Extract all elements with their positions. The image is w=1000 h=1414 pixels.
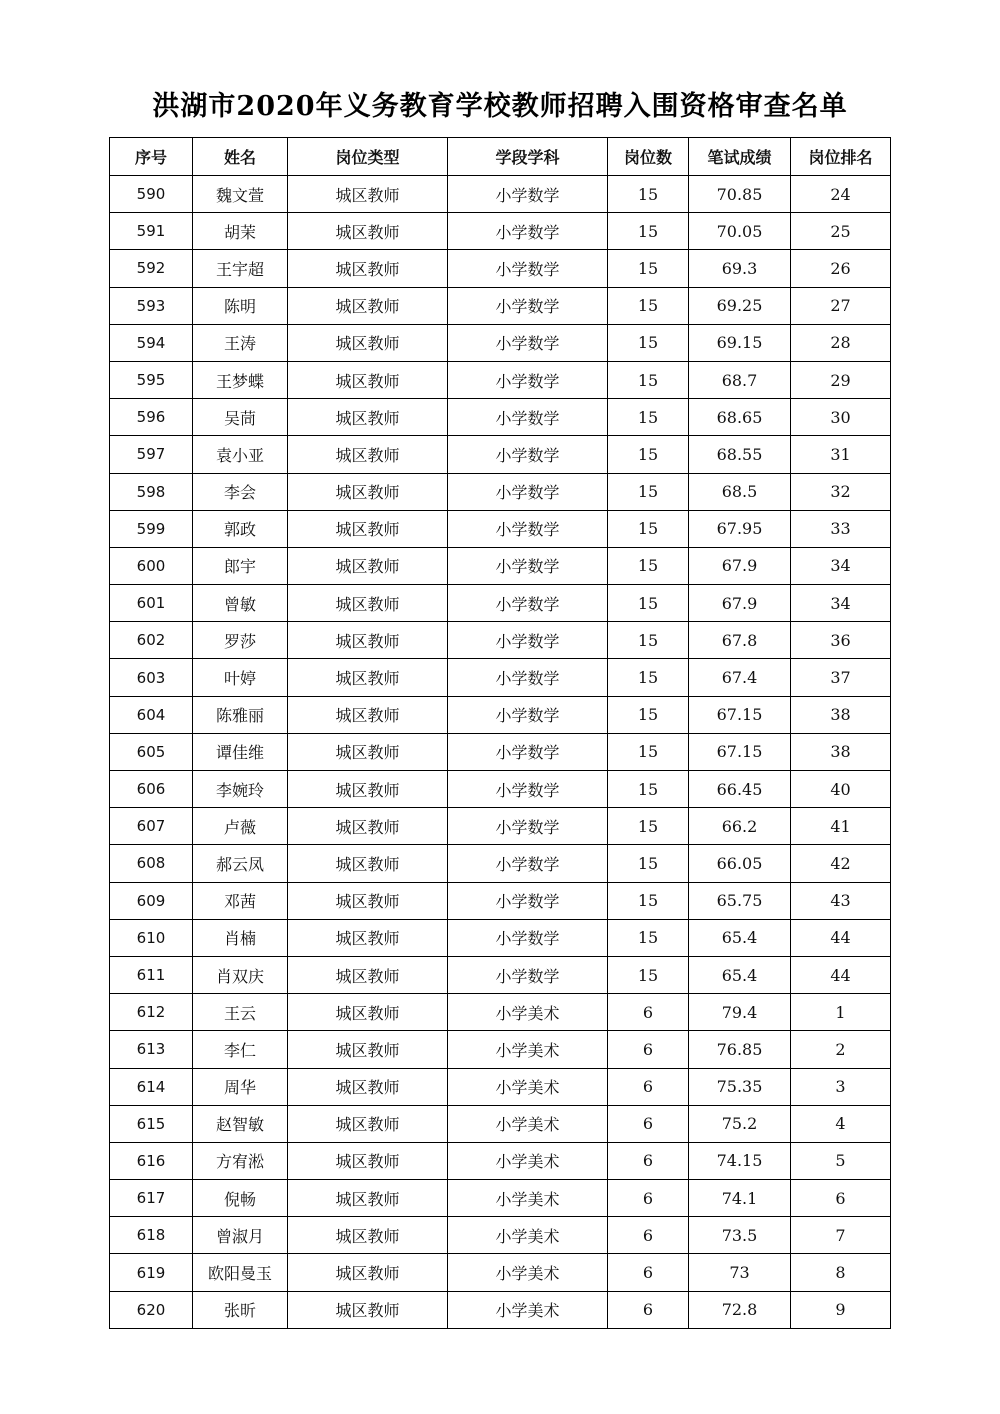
cell-post-count: 15 [608, 956, 689, 993]
cell-post-type: 城区教师 [288, 176, 448, 213]
cell-rank: 6 [791, 1180, 891, 1217]
cell-score: 73.5 [689, 1217, 791, 1254]
cell-seq: 593 [110, 287, 193, 324]
cell-name: 赵智敏 [193, 1105, 288, 1142]
cell-name: 曾淑月 [193, 1217, 288, 1254]
cell-post-count: 15 [608, 547, 689, 584]
cell-seq: 610 [110, 919, 193, 956]
cell-subject: 小学数学 [448, 176, 608, 213]
cell-name: 王云 [193, 994, 288, 1031]
cell-post-count: 15 [608, 361, 689, 398]
cell-seq: 596 [110, 399, 193, 436]
cell-post-count: 15 [608, 176, 689, 213]
table-row [110, 1291, 891, 1328]
cell-score: 76.85 [689, 1031, 791, 1068]
cell-score: 67.15 [689, 733, 791, 770]
cell-post-type: 城区教师 [288, 287, 448, 324]
cell-score: 67.9 [689, 547, 791, 584]
cell-post-type: 城区教师 [288, 622, 448, 659]
cell-post-count: 15 [608, 622, 689, 659]
table-row [110, 808, 891, 845]
cell-post-type: 城区教师 [288, 994, 448, 1031]
cell-post-type: 城区教师 [288, 882, 448, 919]
table-row [110, 287, 891, 324]
cell-subject: 小学美术 [448, 1142, 608, 1179]
cell-seq: 611 [110, 956, 193, 993]
cell-name: 王梦蝶 [193, 361, 288, 398]
cell-subject: 小学数学 [448, 436, 608, 473]
cell-post-count: 15 [608, 473, 689, 510]
cell-seq: 598 [110, 473, 193, 510]
cell-subject: 小学美术 [448, 1105, 608, 1142]
cell-name: 谭佳维 [193, 733, 288, 770]
cell-name: 肖楠 [193, 919, 288, 956]
cell-score: 72.8 [689, 1291, 791, 1328]
cell-name: 李婉玲 [193, 771, 288, 808]
header-score: 笔试成绩 [689, 138, 791, 176]
cell-post-count: 15 [608, 882, 689, 919]
cell-post-type: 城区教师 [288, 919, 448, 956]
cell-rank: 36 [791, 622, 891, 659]
cell-name: 李会 [193, 473, 288, 510]
cell-rank: 37 [791, 659, 891, 696]
cell-score: 67.9 [689, 585, 791, 622]
table-row [110, 622, 891, 659]
cell-post-type: 城区教师 [288, 733, 448, 770]
cell-rank: 4 [791, 1105, 891, 1142]
cell-post-type: 城区教师 [288, 696, 448, 733]
header-post-count: 岗位数 [608, 138, 689, 176]
cell-post-type: 城区教师 [288, 1180, 448, 1217]
cell-subject: 小学数学 [448, 882, 608, 919]
cell-rank: 34 [791, 585, 891, 622]
cell-score: 73 [689, 1254, 791, 1291]
cell-subject: 小学美术 [448, 1068, 608, 1105]
cell-subject: 小学数学 [448, 919, 608, 956]
cell-subject: 小学数学 [448, 845, 608, 882]
cell-seq: 604 [110, 696, 193, 733]
cell-rank: 25 [791, 213, 891, 250]
cell-post-count: 6 [608, 1217, 689, 1254]
table-row [110, 585, 891, 622]
cell-rank: 41 [791, 808, 891, 845]
cell-rank: 27 [791, 287, 891, 324]
cell-name: 王宇超 [193, 250, 288, 287]
cell-seq: 594 [110, 324, 193, 361]
cell-post-count: 6 [608, 1068, 689, 1105]
cell-rank: 31 [791, 436, 891, 473]
table-row [110, 1031, 891, 1068]
cell-rank: 44 [791, 956, 891, 993]
cell-subject: 小学数学 [448, 287, 608, 324]
header-seq: 序号 [110, 138, 193, 176]
cell-post-count: 15 [608, 696, 689, 733]
cell-score: 74.1 [689, 1180, 791, 1217]
cell-post-type: 城区教师 [288, 808, 448, 845]
cell-seq: 590 [110, 176, 193, 213]
header-post-type: 岗位类型 [288, 138, 448, 176]
cell-post-type: 城区教师 [288, 845, 448, 882]
table-row [110, 659, 891, 696]
cell-rank: 8 [791, 1254, 891, 1291]
table-row [110, 1105, 891, 1142]
cell-rank: 38 [791, 696, 891, 733]
cell-post-type: 城区教师 [288, 324, 448, 361]
cell-score: 79.4 [689, 994, 791, 1031]
cell-post-type: 城区教师 [288, 771, 448, 808]
cell-post-count: 15 [608, 919, 689, 956]
cell-post-count: 15 [608, 213, 689, 250]
cell-post-count: 15 [608, 585, 689, 622]
cell-name: 吴茼 [193, 399, 288, 436]
cell-subject: 小学数学 [448, 659, 608, 696]
cell-post-count: 15 [608, 250, 689, 287]
cell-post-type: 城区教师 [288, 659, 448, 696]
cell-name: 胡茉 [193, 213, 288, 250]
cell-name: 欧阳曼玉 [193, 1254, 288, 1291]
cell-name: 李仁 [193, 1031, 288, 1068]
cell-subject: 小学数学 [448, 361, 608, 398]
cell-subject: 小学数学 [448, 585, 608, 622]
header-name: 姓名 [193, 138, 288, 176]
header-subject: 学段学科 [448, 138, 608, 176]
table-row [110, 845, 891, 882]
cell-score: 65.75 [689, 882, 791, 919]
cell-rank: 44 [791, 919, 891, 956]
cell-rank: 28 [791, 324, 891, 361]
cell-post-count: 15 [608, 287, 689, 324]
cell-name: 张昕 [193, 1291, 288, 1328]
cell-subject: 小学美术 [448, 1031, 608, 1068]
cell-subject: 小学数学 [448, 771, 608, 808]
table-row [110, 696, 891, 733]
table-row [110, 250, 891, 287]
table-row [110, 994, 891, 1031]
cell-post-type: 城区教师 [288, 1217, 448, 1254]
cell-rank: 38 [791, 733, 891, 770]
table-row [110, 1142, 891, 1179]
cell-seq: 620 [110, 1291, 193, 1328]
cell-post-type: 城区教师 [288, 1068, 448, 1105]
cell-post-type: 城区教师 [288, 1291, 448, 1328]
cell-score: 70.05 [689, 213, 791, 250]
cell-score: 75.2 [689, 1105, 791, 1142]
cell-post-count: 6 [608, 1180, 689, 1217]
cell-rank: 29 [791, 361, 891, 398]
cell-seq: 612 [110, 994, 193, 1031]
cell-score: 65.4 [689, 919, 791, 956]
cell-post-count: 6 [608, 994, 689, 1031]
cell-post-count: 15 [608, 733, 689, 770]
cell-rank: 2 [791, 1031, 891, 1068]
cell-post-type: 城区教师 [288, 1254, 448, 1291]
table-row [110, 324, 891, 361]
cell-name: 卢薇 [193, 808, 288, 845]
cell-post-count: 6 [608, 1031, 689, 1068]
cell-subject: 小学美术 [448, 1217, 608, 1254]
table-row [110, 176, 891, 213]
cell-score: 67.15 [689, 696, 791, 733]
table-row [110, 1217, 891, 1254]
cell-name: 陈雅丽 [193, 696, 288, 733]
cell-score: 70.85 [689, 176, 791, 213]
cell-post-type: 城区教师 [288, 399, 448, 436]
cell-rank: 33 [791, 510, 891, 547]
cell-score: 66.45 [689, 771, 791, 808]
cell-rank: 3 [791, 1068, 891, 1105]
cell-subject: 小学数学 [448, 250, 608, 287]
cell-post-type: 城区教师 [288, 436, 448, 473]
cell-post-type: 城区教师 [288, 510, 448, 547]
cell-post-type: 城区教师 [288, 1142, 448, 1179]
cell-seq: 613 [110, 1031, 193, 1068]
cell-post-count: 15 [608, 436, 689, 473]
cell-rank: 7 [791, 1217, 891, 1254]
page-title: 洪湖市2020年义务教育学校教师招聘入围资格审查名单 [152, 91, 848, 122]
cell-name: 郭政 [193, 510, 288, 547]
cell-seq: 592 [110, 250, 193, 287]
cell-name: 倪畅 [193, 1180, 288, 1217]
cell-subject: 小学数学 [448, 399, 608, 436]
cell-post-count: 15 [608, 845, 689, 882]
table-row [110, 1068, 891, 1105]
cell-name: 叶婷 [193, 659, 288, 696]
table-row [110, 399, 891, 436]
cell-post-count: 6 [608, 1291, 689, 1328]
cell-post-type: 城区教师 [288, 361, 448, 398]
cell-rank: 5 [791, 1142, 891, 1179]
cell-seq: 609 [110, 882, 193, 919]
cell-seq: 595 [110, 361, 193, 398]
cell-seq: 619 [110, 1254, 193, 1291]
cell-score: 66.05 [689, 845, 791, 882]
cell-seq: 602 [110, 622, 193, 659]
cell-seq: 599 [110, 510, 193, 547]
table-row [110, 771, 891, 808]
candidate-table [109, 137, 891, 1329]
cell-rank: 43 [791, 882, 891, 919]
cell-rank: 32 [791, 473, 891, 510]
table-row [110, 547, 891, 584]
cell-seq: 606 [110, 771, 193, 808]
cell-name: 罗莎 [193, 622, 288, 659]
table-row [110, 213, 891, 250]
cell-score: 74.15 [689, 1142, 791, 1179]
cell-rank: 34 [791, 547, 891, 584]
table-row [110, 733, 891, 770]
cell-subject: 小学美术 [448, 1254, 608, 1291]
cell-score: 68.5 [689, 473, 791, 510]
cell-seq: 608 [110, 845, 193, 882]
cell-subject: 小学美术 [448, 1180, 608, 1217]
cell-rank: 24 [791, 176, 891, 213]
cell-score: 67.95 [689, 510, 791, 547]
cell-subject: 小学美术 [448, 1291, 608, 1328]
cell-score: 67.8 [689, 622, 791, 659]
cell-post-type: 城区教师 [288, 547, 448, 584]
cell-rank: 30 [791, 399, 891, 436]
cell-seq: 618 [110, 1217, 193, 1254]
cell-score: 69.25 [689, 287, 791, 324]
cell-rank: 1 [791, 994, 891, 1031]
cell-post-type: 城区教师 [288, 1031, 448, 1068]
cell-score: 68.65 [689, 399, 791, 436]
cell-post-type: 城区教师 [288, 1105, 448, 1142]
cell-subject: 小学数学 [448, 473, 608, 510]
cell-subject: 小学美术 [448, 994, 608, 1031]
table-header-row [110, 138, 891, 176]
cell-post-count: 15 [608, 808, 689, 845]
cell-score: 69.3 [689, 250, 791, 287]
cell-subject: 小学数学 [448, 547, 608, 584]
cell-seq: 591 [110, 213, 193, 250]
cell-subject: 小学数学 [448, 733, 608, 770]
cell-seq: 617 [110, 1180, 193, 1217]
cell-score: 68.7 [689, 361, 791, 398]
cell-subject: 小学数学 [448, 808, 608, 845]
cell-name: 郎宇 [193, 547, 288, 584]
cell-subject: 小学数学 [448, 696, 608, 733]
cell-seq: 607 [110, 808, 193, 845]
cell-score: 75.35 [689, 1068, 791, 1105]
table-row [110, 956, 891, 993]
cell-post-count: 6 [608, 1105, 689, 1142]
cell-name: 曾敏 [193, 585, 288, 622]
cell-score: 65.4 [689, 956, 791, 993]
cell-subject: 小学数学 [448, 510, 608, 547]
cell-post-count: 15 [608, 324, 689, 361]
cell-post-type: 城区教师 [288, 250, 448, 287]
cell-rank: 9 [791, 1291, 891, 1328]
cell-name: 肖双庆 [193, 956, 288, 993]
cell-name: 周华 [193, 1068, 288, 1105]
cell-post-count: 15 [608, 771, 689, 808]
cell-seq: 600 [110, 547, 193, 584]
cell-rank: 26 [791, 250, 891, 287]
cell-seq: 601 [110, 585, 193, 622]
cell-name: 魏文萱 [193, 176, 288, 213]
cell-seq: 616 [110, 1142, 193, 1179]
cell-post-count: 15 [608, 659, 689, 696]
cell-score: 66.2 [689, 808, 791, 845]
table-row [110, 361, 891, 398]
cell-post-type: 城区教师 [288, 585, 448, 622]
cell-rank: 42 [791, 845, 891, 882]
table-row [110, 1254, 891, 1291]
cell-name: 方宥淞 [193, 1142, 288, 1179]
table-row [110, 919, 891, 956]
cell-name: 邓茜 [193, 882, 288, 919]
cell-seq: 615 [110, 1105, 193, 1142]
cell-post-count: 15 [608, 399, 689, 436]
cell-seq: 614 [110, 1068, 193, 1105]
table-row [110, 473, 891, 510]
cell-post-count: 15 [608, 510, 689, 547]
cell-subject: 小学数学 [448, 213, 608, 250]
table-row [110, 436, 891, 473]
cell-subject: 小学数学 [448, 956, 608, 993]
cell-name: 陈明 [193, 287, 288, 324]
cell-score: 69.15 [689, 324, 791, 361]
table-row [110, 882, 891, 919]
cell-seq: 605 [110, 733, 193, 770]
cell-rank: 40 [791, 771, 891, 808]
cell-score: 68.55 [689, 436, 791, 473]
cell-subject: 小学数学 [448, 622, 608, 659]
cell-name: 袁小亚 [193, 436, 288, 473]
cell-post-count: 6 [608, 1142, 689, 1179]
cell-seq: 603 [110, 659, 193, 696]
cell-post-type: 城区教师 [288, 213, 448, 250]
table-row [110, 1180, 891, 1217]
cell-post-type: 城区教师 [288, 956, 448, 993]
cell-name: 郝云凤 [193, 845, 288, 882]
header-rank: 岗位排名 [791, 138, 891, 176]
cell-seq: 597 [110, 436, 193, 473]
cell-post-count: 6 [608, 1254, 689, 1291]
table-row [110, 510, 891, 547]
cell-subject: 小学数学 [448, 324, 608, 361]
cell-post-type: 城区教师 [288, 473, 448, 510]
cell-name: 王涛 [193, 324, 288, 361]
cell-score: 67.4 [689, 659, 791, 696]
